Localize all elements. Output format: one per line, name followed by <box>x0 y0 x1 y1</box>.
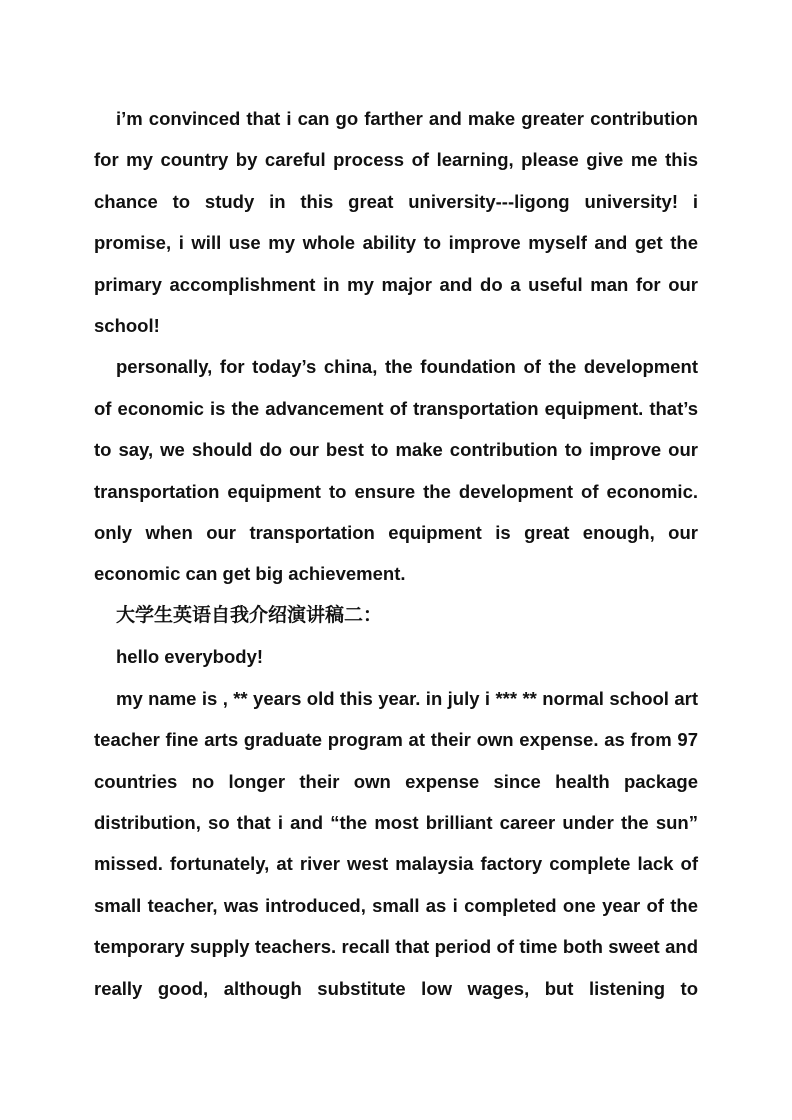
paragraph-introduction: my name is , ** years old this year. in july i *** ** normal school art teacher fine arts graduate program at their own expense. as from 97 countries no longer their own expense since health package distribution, so that i and “the most brilliant career under the sun” missed. fortunately, at river west malaysia factory complete lack of small teacher, was introduced, small as i completed one year of the temporary supply teachers. recall that period of time both sweet and really good, although substitute low wages, but listening to <box>94 687 698 999</box>
paragraph-transportation: personally, for today’s china, the foundation of the development of economic is the advancement of transportation equipment. that’s to say, we should do our best to make contribution to improve our transportation equipment to ensure the development of economic. only when our transportation equipment is great enough, our economic can get big achievement. <box>94 356 698 585</box>
section-heading: 大学生英语自我介绍演讲稿二： <box>116 603 383 626</box>
greeting: hello everybody! <box>116 646 264 668</box>
paragraph-conviction: i’m convinced that i can go farther and make greater contribution for my country by careful process of learning, please give me this chance to study in this great university---ligong university! i promise, i will use my whole ability to improve myself and get the primary accomplishment in my major and do a useful man for our school! <box>94 108 698 337</box>
document-page <box>94 98 698 1009</box>
